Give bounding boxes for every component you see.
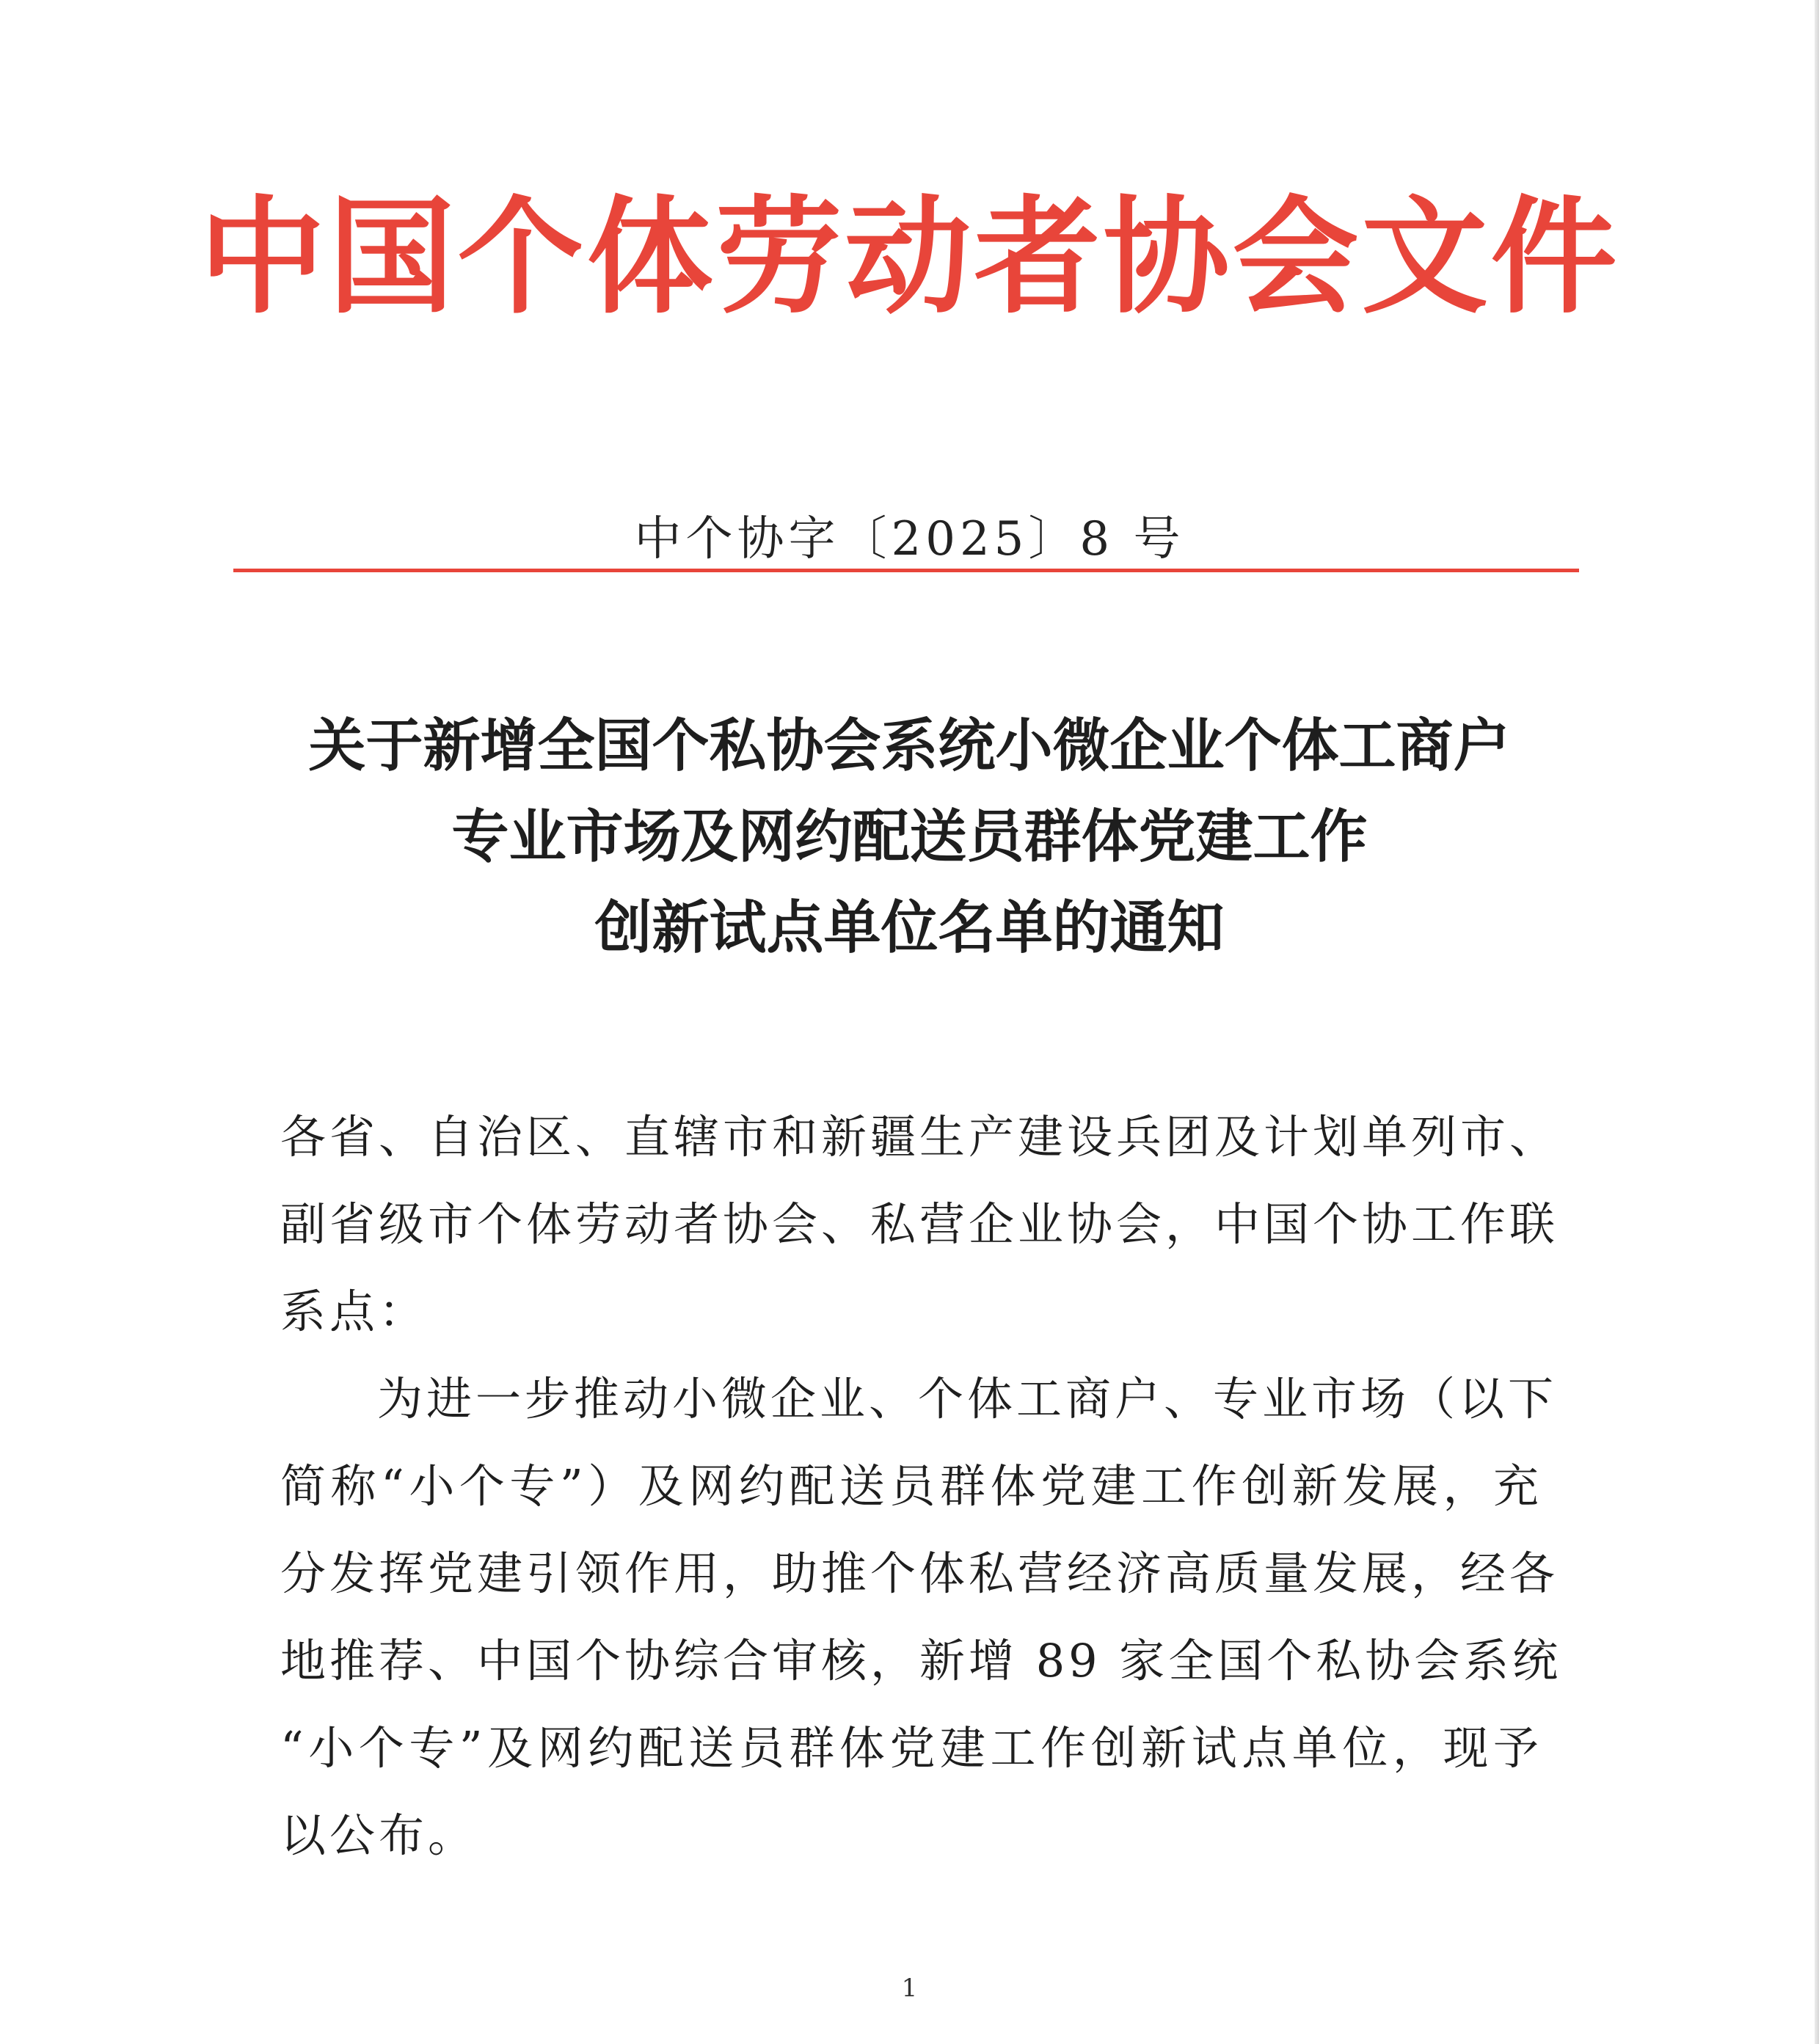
red-divider-line (233, 569, 1579, 572)
body-line-2: 副省级市个体劳动者协会、私营企业协会，中国个协工作联 (280, 1197, 1559, 1251)
body-line-3: 系点： (280, 1285, 429, 1338)
title-line-3: 创新试点单位名单的通知 (594, 895, 1225, 961)
document-title (0, 701, 1819, 974)
page-number: 1 (901, 1974, 918, 2003)
title-line-1: 关于新增全国个私协会系统小微企业个体工商户 (308, 713, 1511, 779)
body-line-4: 为进一步推动小微企业、个体工商户、专业市场（以下 (377, 1372, 1558, 1426)
title-line-2: 专业市场及网约配送员群体党建工作 (451, 804, 1368, 870)
body-line-1: 各省、自治区、直辖市和新疆生产建设兵团及计划单列市、 (280, 1110, 1559, 1164)
body-line-9: 以公布。 (280, 1808, 478, 1862)
document-masthead: 中国个体劳动者协会文件 (199, 182, 1620, 331)
body-line-5: 简称“小个专”）及网约配送员群体党建工作创新发展，充 (280, 1459, 1542, 1513)
document-body (280, 1093, 1562, 1879)
body-line-6: 分发挥党建引领作用，助推个体私营经济高质量发展，经各 (280, 1547, 1559, 1600)
body-line-7: 地推荐、中国个协综合审核，新增 89 家全国个私协会系统 (280, 1634, 1562, 1687)
document-number: 中个协字〔2025〕8 号 (634, 512, 1185, 566)
body-line-8: “小个专”及网约配送员群体党建工作创新试点单位，现予 (280, 1721, 1542, 1775)
